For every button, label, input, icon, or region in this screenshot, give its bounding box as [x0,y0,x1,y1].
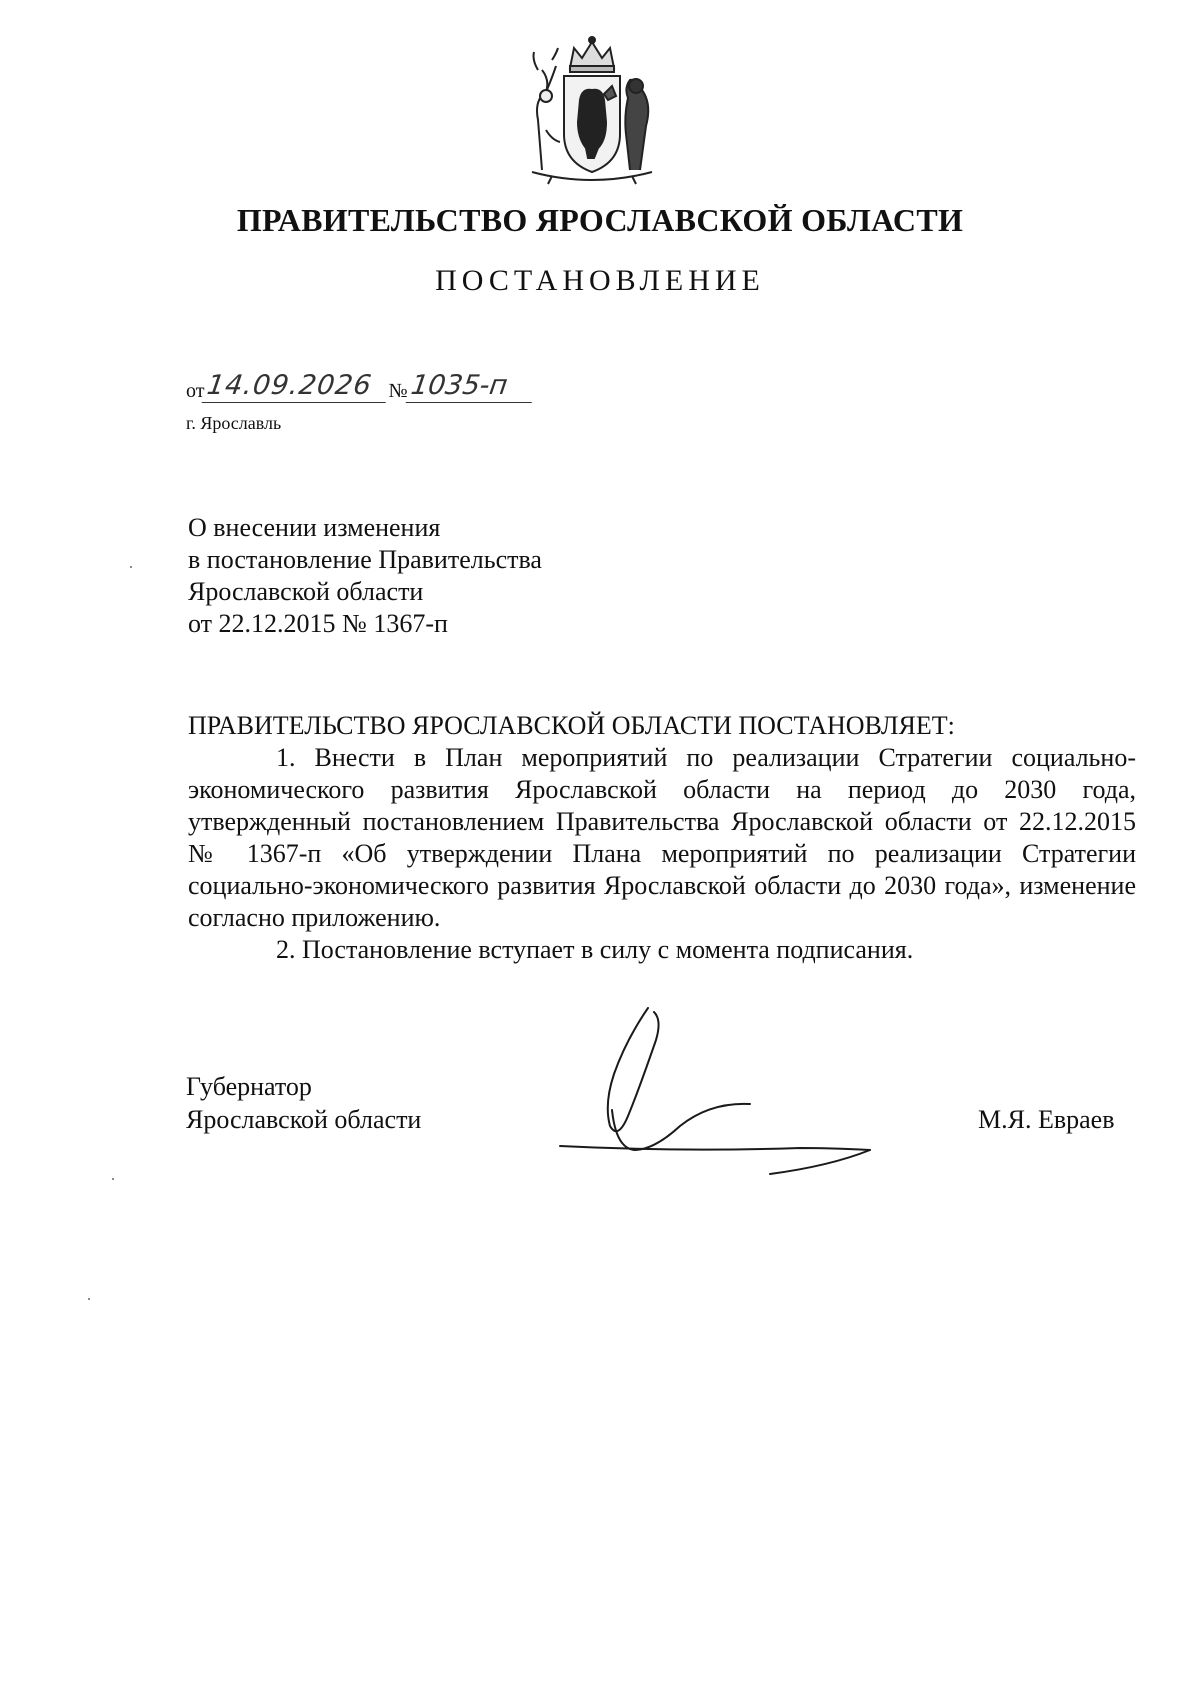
paragraph-2: 2. Постановление вступает в силу с момента подписания. [276,935,914,964]
signatory-position [186,1070,421,1136]
subject-line: в постановление Правительства [188,545,542,574]
signatory-name: М.Я. Евраев [978,1105,1115,1134]
organization-title: ПРАВИТЕЛЬСТВО ЯРОСЛАВСКОЙ ОБЛАСТИ [236,202,964,238]
subject-line: от 22.12.2015 № 1367-п [188,609,448,638]
decree-body [188,710,1136,966]
yaroslavl-coat-of-arms-icon [512,30,672,190]
document-subject [188,512,542,640]
handwritten-number: 1035-п [405,370,536,403]
registration-line [186,370,534,410]
city: г. Ярославль [186,413,282,433]
handwritten-signature-icon [530,1000,910,1180]
paragraph-1: 1. Внести в План мероприятий по реализации Стратегии социально-экономического развития Ярославской области на период до 2030 года, утвержденный постановлением Правительства Ярославской области от 22.12.2015 № 1367-п «Об утверждении Плана мероприятий по реализации Стратегии социально-экономического развития Ярославской области до 2030 года», изменение согласно приложению. [188,743,1136,932]
resolves-heading: ПРАВИТЕЛЬСТВО ЯРОСЛАВСКОЙ ОБЛАСТИ ПОСТАНОВЛЯЕТ: [188,711,955,740]
position-line: Губернатор [186,1072,312,1101]
date-prefix: от [186,380,205,402]
subject-line: Ярославской области [188,577,424,606]
scan-speck [130,566,132,568]
subject-line: О внесении изменения [188,513,441,542]
position-line: Ярославской области [186,1105,422,1134]
scan-speck [88,1298,90,1300]
number-prefix: № [388,380,408,402]
document-type: ПОСТАНОВЛЕНИЕ [435,264,765,297]
scan-speck [112,1178,114,1180]
handwritten-date: 14.09.2026 [202,370,391,403]
